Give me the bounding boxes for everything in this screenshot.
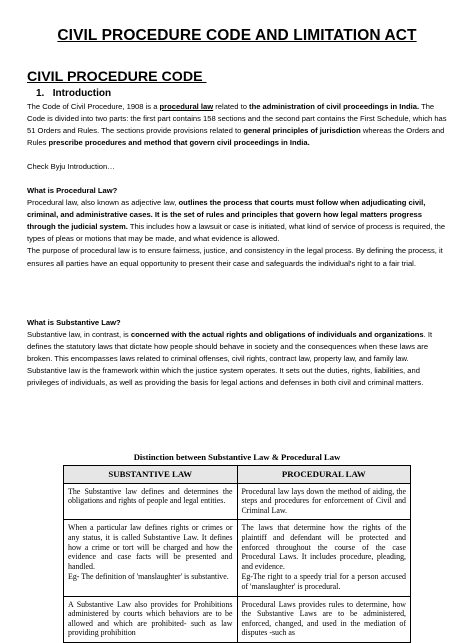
text-run: related to: [213, 102, 250, 111]
text-run: whereas the Orders and Rules: [27, 126, 445, 148]
table-cell-procedural: [237, 520, 411, 596]
text-run: Procedural law, also known as adjective law,: [27, 198, 179, 208]
table-cell-substantive: [64, 596, 238, 642]
text-run-bold: the administration of civil proceedings in India.: [249, 102, 420, 111]
table-cell-procedural: [237, 483, 411, 520]
text-run: Substantive law, in contrast, is: [27, 330, 131, 340]
column-header-procedural: PROCEDURAL LAW: [237, 466, 411, 484]
table-row: [64, 483, 411, 520]
procedural-paragraph-2: The purpose of procedural law is to ensure fairness, justice, and consistency in the legal process. By defining the process, it ensures all parties have an equal opportunity to present their case and safeguards the individual's right to a fair trial.: [27, 246, 443, 268]
intro-block: [27, 101, 449, 149]
substantive-block: [27, 317, 449, 390]
text-run-bold: prescribe procedures and method that govern civil proceedings in India.: [48, 138, 310, 148]
table-cell-substantive: [64, 520, 238, 596]
substantive-paragraph-1: [27, 329, 449, 365]
procedural-paragraph-1: [27, 197, 449, 245]
text-run-underlined-bold: procedural law: [159, 102, 214, 111]
subsection-number: 1.: [36, 88, 45, 99]
table-header-row: [64, 466, 411, 484]
text-run: . It defines the statutory laws that dictate how people should behave in society and the consequences when these laws are broken. This encompasses laws related to criminal offenses, civil rights, contract law, property law, and family law.: [27, 330, 433, 364]
cell-text: Eg- The definition of 'manslaughter' is substantive.: [68, 572, 229, 582]
procedural-question: What is Procedural Law?: [27, 186, 118, 195]
intro-paragraph: [27, 101, 449, 149]
substantive-paragraph-2: Substantive law is the framework within which the justice system operates. It sets out the duties, rights, liabilities, and privileges of individuals, as well as providing the basis for legal actions and defenses in both civil and criminal matters.: [27, 366, 424, 388]
column-header-substantive: SUBSTANTIVE LAW: [64, 466, 238, 484]
text-run-bold: outlines the process that courts must follow when adjudicating civil, criminal, and administrative cases. It is the set of rules and principles that govern how legal matters progress through the judicial system.: [27, 198, 426, 232]
text-run: The Code of Civil Procedure, 1908 is a: [27, 102, 160, 111]
text-run: This includes how a lawsuit or case is initiated, what kind of service of process is required, the types of pleas or motions that may be made, and what evidence is allowed.: [27, 222, 446, 244]
intro-note: Check Byju Introduction…: [27, 162, 115, 171]
text-run: The Code is divided into two parts: the first part contains 158 sections and the second part contains the First Schedule, which has 51 Orders and Rules. The sections provide provisions related to: [27, 102, 447, 136]
text-run-bold: general principles of jurisdiction: [243, 126, 361, 136]
substantive-question: What is Substantive Law?: [27, 318, 121, 327]
table-row: [64, 520, 411, 596]
table-cell-procedural: [237, 596, 411, 642]
cell-text: The laws that determine how the rights of the plaintiff and defendant will be protected and enforced throughout the course of the case Procedural Laws. It includes procedure, pleading, and evidence.: [241, 523, 406, 571]
page-title: CIVIL PROCEDURE CODE AND LIMITATION ACT: [57, 27, 417, 44]
cell-text: The Substantive law defines and determines the obligations and rights of people and legal entities.: [68, 486, 233, 506]
procedural-block: [27, 185, 449, 270]
section-heading: CIVIL PROCEDURE CODE: [27, 69, 207, 85]
cell-text: Procedural law lays down the method of aiding, the steps and procedures for enforcement of Civil and Criminal Law.: [241, 486, 406, 515]
cell-text: Eg-The right to a speedy trial for a person accused of 'manslaughter' is procedural.: [241, 572, 406, 591]
subsection-label: Introduction: [52, 88, 112, 99]
cell-text: A Substantive Law also provides for Prohibitions administered by courts which behaviors are to be allowed and which are prohibited- such as law providing prohibition: [68, 599, 233, 638]
cell-text: Procedural Laws provides rules to determine, how the Substantive Laws are to be administered, enforced, changed, and used in the mediation of disputes -such as: [241, 599, 406, 638]
comparison-table: [63, 465, 411, 643]
table-caption: Distinction between Substantive Law & Procedural Law: [133, 452, 341, 462]
subsection-heading: [36, 88, 111, 99]
text-run-bold: concerned with the actual rights and obligations of individuals and organizations: [130, 330, 424, 340]
cell-text: When a particular law defines rights or crimes or any status, it is called Substantive Law. It defines how a crime or tort will be charged and how the evidence and case facts will be presented and handled.: [68, 523, 233, 571]
table-row: [64, 596, 411, 642]
table-cell-substantive: [64, 483, 238, 520]
